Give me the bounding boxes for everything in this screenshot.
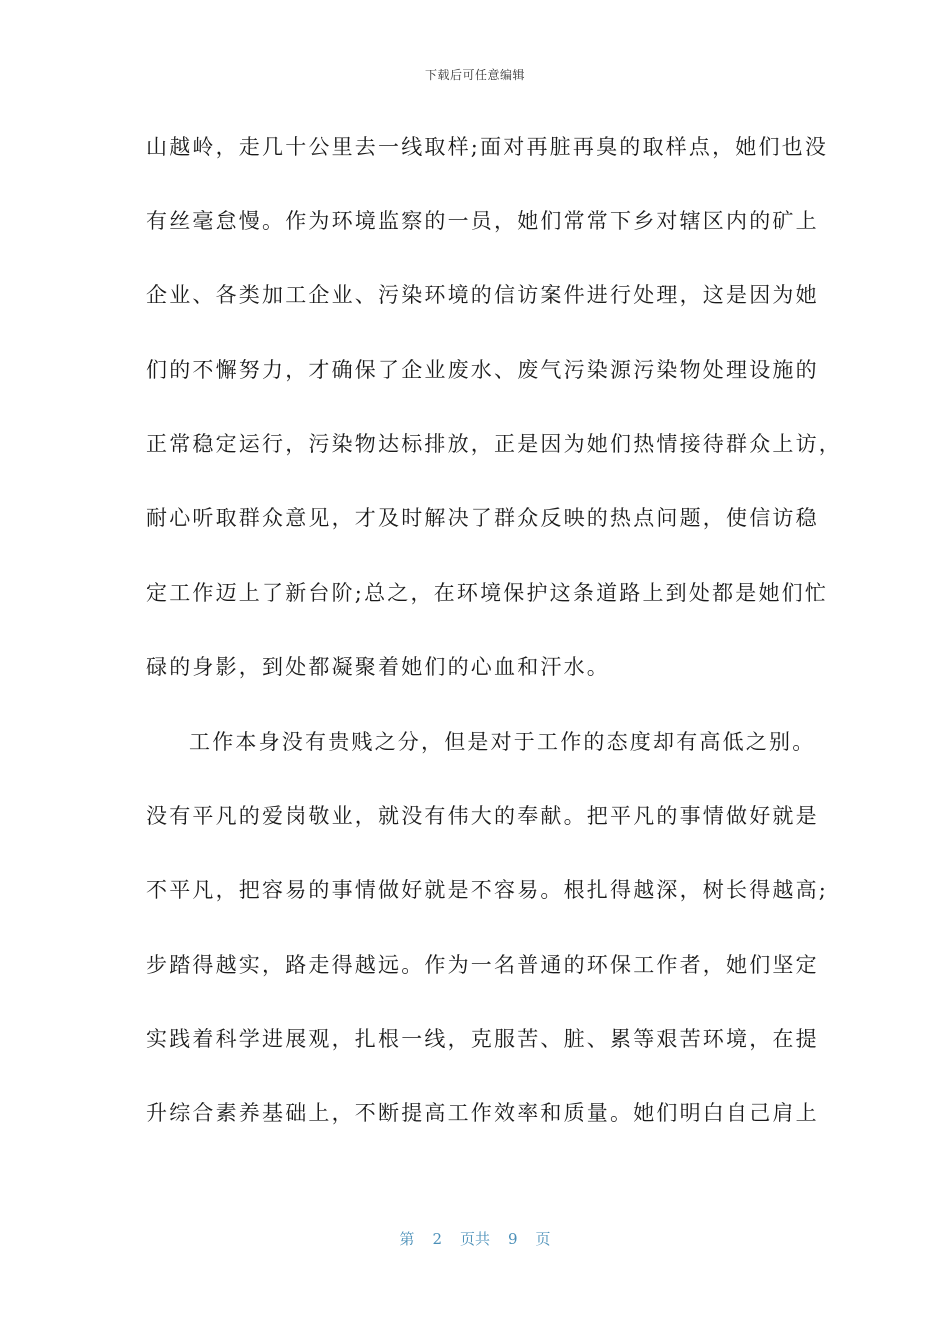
text-line: 企业、各类加工企业、污染环境的信访案件进行处理，这是因为她 xyxy=(146,283,819,307)
text-line: 山越岭，走几十公里去一线取样;面对再脏再臭的取样点，她们也没 xyxy=(146,135,829,159)
text-line: 工作本身没有贵贱之分，但是对于工作的态度却有高低之别。 xyxy=(189,730,816,754)
footer-middle: 页共 xyxy=(459,1230,490,1248)
text-line: 不平凡，把容易的事情做好就是不容易。根扎得越深，树长得越高; xyxy=(146,878,829,902)
page-footer xyxy=(0,1228,950,1249)
text-line: 实践着科学进展观，扎根一线，克服苦、脏、累等艰苦环境，在提 xyxy=(146,1027,819,1051)
text-line: 有丝毫怠慢。作为环境监察的一员，她们常常下乡对辖区内的矿上 xyxy=(146,209,819,233)
text-line: 耐心听取群众意见，才及时解决了群众反映的热点问题，使信访稳 xyxy=(146,506,819,530)
text-line: 步踏得越实，路走得越远。作为一名普通的环保工作者，她们坚定 xyxy=(146,953,819,977)
total-pages-number: 9 xyxy=(508,1230,518,1248)
footer-prefix: 第 xyxy=(399,1230,415,1248)
text-line: 定工作迈上了新台阶;总之，在环境保护这条道路上到处都是她们忙 xyxy=(146,581,829,605)
text-line: 没有平凡的爱岗敬业，就没有伟大的奉献。把平凡的事情做好就是 xyxy=(146,804,819,828)
text-line: 升综合素养基础上，不断提高工作效率和质量。她们明白自己肩上 xyxy=(146,1101,819,1125)
page-header: 下载后可任意编辑 xyxy=(424,68,525,82)
footer-suffix: 页 xyxy=(535,1230,551,1248)
current-page-number: 2 xyxy=(432,1230,442,1248)
text-line: 碌的身影，到处都凝聚着她们的心血和汗水。 xyxy=(146,655,610,679)
text-line: 们的不懈努力，才确保了企业废水、废气污染源污染物处理设施的 xyxy=(146,358,819,382)
text-line: 正常稳定运行，污染物达标排放，正是因为她们热情接待群众上访， xyxy=(146,432,842,456)
